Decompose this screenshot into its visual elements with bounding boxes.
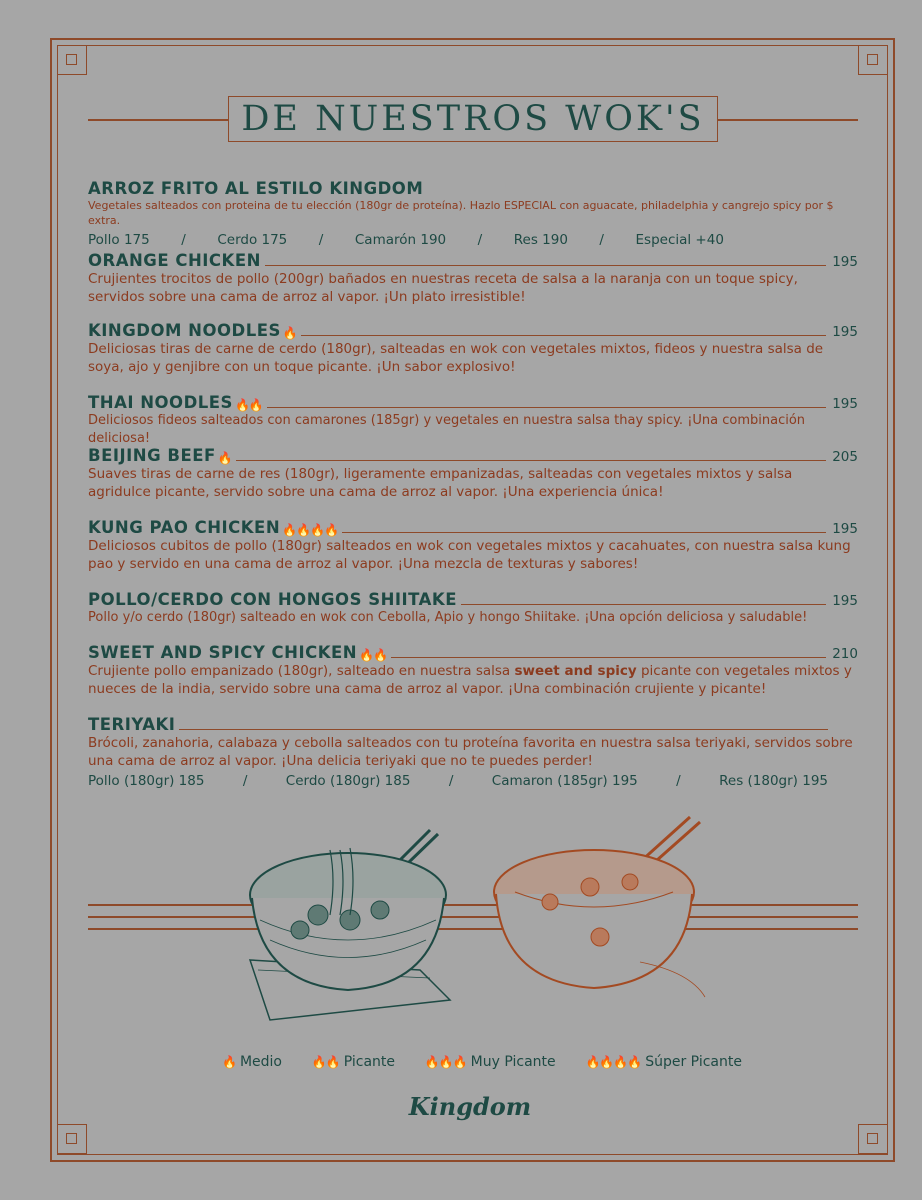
legend-item-muy-picante (425, 1054, 556, 1070)
description-text: Crujiente pollo empanizado (180gr), salteado en nuestra salsa (88, 663, 515, 679)
option-res: Res (180gr) 195 (719, 773, 828, 789)
flame-icon: 🔥 (282, 326, 297, 340)
option-camaron: Camaron (185gr) 195 (491, 773, 638, 789)
dotted-leader (342, 532, 826, 533)
menu-item-name: ARROZ FRITO AL ESTILO KINGDOM (88, 179, 424, 198)
menu-item-price: 195 (832, 254, 858, 270)
menu-item-kingdom-noodles (88, 318, 858, 376)
menu-item-price: 210 (832, 646, 858, 662)
noodle-bowl-green-illustration (230, 820, 470, 1030)
title-banner (88, 96, 858, 142)
menu-item-shiitake (88, 587, 858, 627)
menu-item-teriyaki (88, 712, 858, 789)
menu-item-name: BEIJING BEEF (88, 446, 216, 465)
menu-item-description: Vegetales salteados con proteina de tu elección (180gr de proteína). Hazlo ESPECIAL con aguacate, philadelphia y cangrejo spicy por $ extra. (88, 199, 834, 227)
dotted-leader (461, 604, 826, 605)
description-text: picante con vegetales mixtos y nueces de la india, servido sobre una cama de arroz al vapor. ¡Una combinación crujiente y picante! (88, 663, 852, 697)
menu-item-header (88, 318, 858, 340)
legend-label: Medio (239, 1054, 282, 1070)
menu-item-price: 195 (832, 324, 858, 340)
legend-label: Muy Picante (470, 1054, 556, 1070)
page-title: DE NUESTROS WOK'S (228, 96, 718, 142)
menu-item-name: ORANGE CHICKEN (88, 251, 261, 270)
menu-item-name: THAI NOODLES (88, 393, 233, 412)
flame-icon: 🔥 (217, 451, 232, 465)
menu-item-description: Deliciosos cubitos de pollo (180gr) salteados en wok con vegetales mixtos y cacahuates, con nuestra salsa kung pao y servido en una cama de arroz al vapor. ¡Una mezcla de texturas y sabores! (88, 538, 851, 572)
noodle-bowl-orange-illustration (490, 812, 710, 1002)
menu-item-header (88, 587, 858, 609)
legend-label: Picante (343, 1054, 395, 1070)
frame-corner-bottom-right (858, 1124, 888, 1154)
menu-item-description (88, 662, 858, 698)
flame-icon: 🔥🔥🔥🔥 (282, 523, 338, 537)
menu-item-header (88, 712, 858, 734)
dotted-leader (236, 460, 827, 461)
title-rule-left (88, 119, 228, 121)
menu-item-description: Suaves tiras de carne de res (180gr), ligeramente empanizadas, salteadas con vegetales mixtos y salsa agridulce picante, servido sobre una cama de arroz al vapor. ¡Una experiencia única! (88, 466, 793, 500)
menu-item-sweet-spicy-chicken (88, 640, 858, 698)
frame-corner-top-right (858, 45, 888, 75)
frame-corner-top-left (57, 45, 87, 75)
title-rule-right (718, 119, 858, 121)
menu-item-name: POLLO/CERDO CON HONGOS SHIITAKE (88, 590, 457, 609)
menu-item-beijing-beef (88, 443, 858, 501)
menu-item-description: Crujientes trocitos de pollo (200gr) bañados en nuestras receta de salsa a la naranja con un toque spicy, servidos sobre una cama de arroz al vapor. ¡Un plato irresistible! (88, 271, 798, 305)
flame-icon: 🔥🔥 (359, 648, 387, 662)
menu-item-name: SWEET AND SPICY CHICKEN (88, 643, 358, 662)
dotted-leader (301, 335, 826, 336)
flame-icon: 🔥🔥 (234, 398, 263, 412)
menu-item-orange-chicken (88, 248, 858, 306)
menu-item-price: 195 (832, 396, 858, 412)
menu-item-description: Brócoli, zanahoria, calabaza y cebolla salteados con tu proteína favorita en nuestra salsa teriyaki, servidos sobre una cama de arroz al vapor. ¡Una delicia teriyaki que no te puedes perder! (88, 735, 853, 769)
legend-label: Súper Picante (645, 1054, 742, 1070)
menu-item-description: Pollo y/o cerdo (180gr) salteado en wok con Cebolla, Apio y hongo Shiitake. ¡Una opción deliciosa y saludable! (88, 610, 808, 625)
dotted-leader (179, 729, 828, 730)
menu-item-name: KUNG PAO CHICKEN (88, 518, 281, 537)
menu-item-header (88, 515, 858, 537)
dotted-leader (265, 265, 826, 266)
option-pollo: Pollo (180gr) 185 (88, 773, 205, 789)
menu-item-description: Deliciosas tiras de carne de cerdo (180gr), salteadas en wok con vegetales mixtos, fideos y nuestra salsa de soya, ajo y genjibre con un toque picante. ¡Un sabor explosivo! (88, 341, 824, 375)
menu-item-price: 205 (832, 449, 858, 465)
frame-corner-bottom-left (57, 1124, 87, 1154)
decor-line (88, 904, 858, 906)
option-cerdo: Cerdo (180gr) 185 (285, 773, 411, 789)
menu-item-header (88, 640, 858, 662)
legend-item-picante (312, 1054, 395, 1070)
option-cerdo: Cerdo 175 (217, 232, 288, 248)
flame-icon: 🔥🔥🔥 (424, 1055, 467, 1069)
option-camaron: Camarón 190 (354, 232, 447, 248)
menu-item-price: 195 (832, 521, 858, 537)
legend-item-super-picante (585, 1054, 742, 1070)
dotted-leader (267, 407, 826, 408)
decor-line (88, 928, 858, 930)
menu-item-description: Deliciosos fideos salteados con camarones (185gr) y vegetales en nuestra salsa thay spicy. ¡Una combinación deliciosa! (88, 413, 806, 446)
menu-item-header (88, 176, 858, 198)
flame-icon: 🔥🔥 (311, 1055, 340, 1069)
kingdom-logo: Kingdom (408, 1092, 532, 1121)
description-highlight: sweet and spicy (514, 663, 637, 679)
menu-item-options: Pollo (180gr) 185 / Cerdo (180gr) 185 / Camaron (185gr) 195 / Res (180gr) 195 (88, 773, 828, 789)
menu-item-price: 195 (832, 593, 858, 609)
spice-legend (222, 1054, 742, 1070)
legend-item-medio (222, 1054, 282, 1070)
option-res: Res 190 (513, 232, 568, 248)
menu-item-name: TERIYAKI (88, 715, 176, 734)
menu-item-header (88, 390, 858, 412)
option-especial: Especial +40 (635, 232, 724, 248)
menu-item-name: KINGDOM NOODLES (88, 321, 281, 340)
menu-item-thai-noodles (88, 390, 858, 448)
menu-item-header (88, 443, 858, 465)
flame-icon: 🔥🔥🔥🔥 (585, 1055, 642, 1069)
flame-icon: 🔥 (222, 1055, 236, 1069)
menu-item-kung-pao-chicken (88, 515, 858, 573)
menu-item-options: Pollo 175 / Cerdo 175 / Camarón 190 / Res 190 / Especial +40 (88, 232, 724, 248)
menu-item-arroz-frito (88, 176, 858, 248)
dotted-leader (391, 657, 826, 658)
option-pollo: Pollo 175 (88, 232, 150, 248)
menu-item-header (88, 248, 858, 270)
decor-line (88, 916, 858, 918)
